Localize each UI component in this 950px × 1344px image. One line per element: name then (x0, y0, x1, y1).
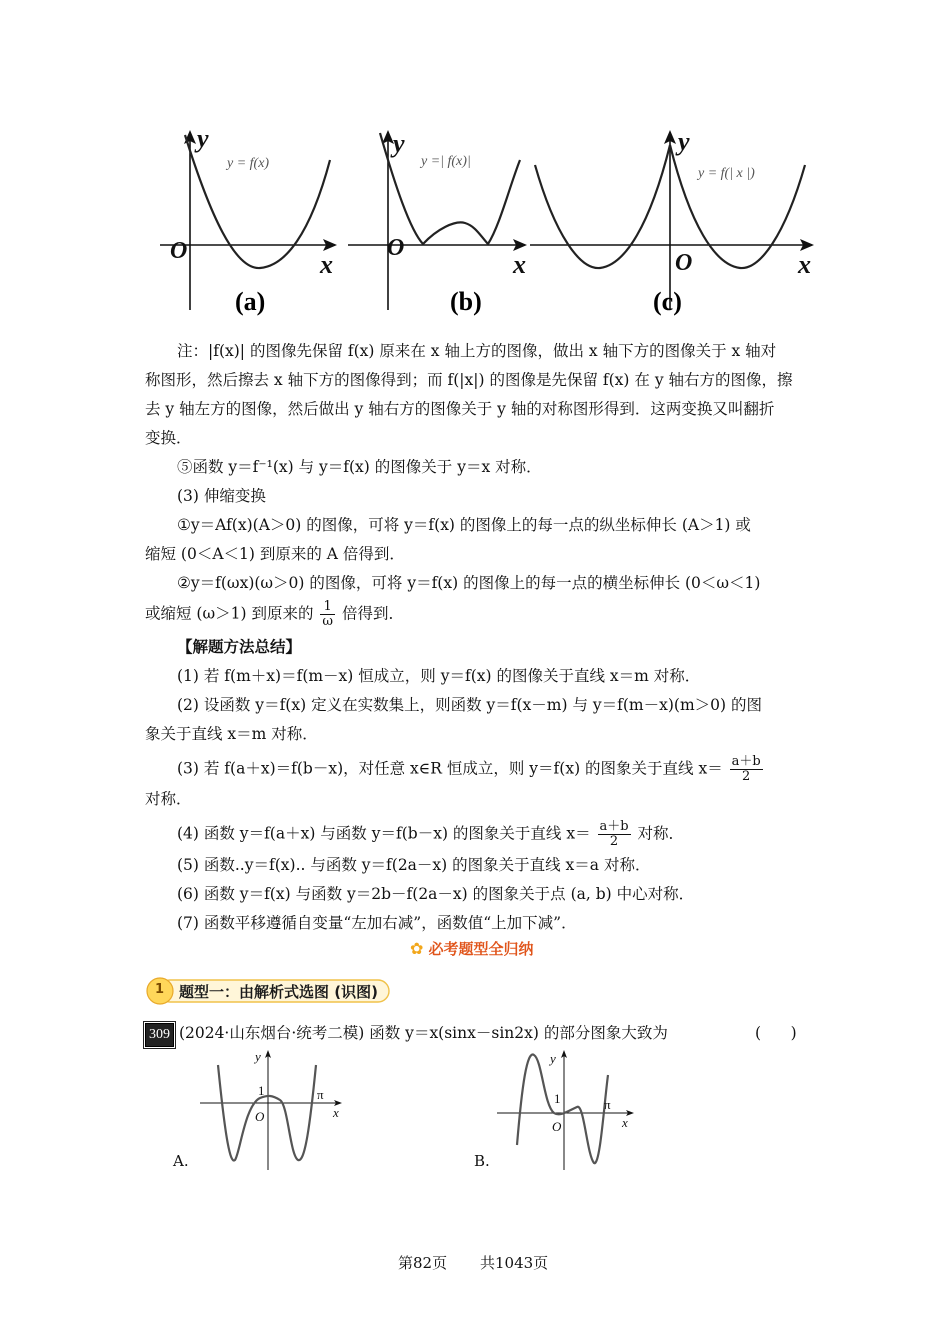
function-label: y = f(| x |) (698, 166, 755, 181)
summary-p5: (5) 函数..y＝f(x).. 与函数 y＝f(2a－x) 的图象关于直线 x＝a 对称． (177, 856, 651, 874)
figure-caption: (a) (235, 287, 266, 316)
note-line-2: 称图形，然后擦去 x 轴下方的图像得到；而 f(|x|) 的图像是先保留 f(x) 在 y 轴右方的图像，擦 (145, 371, 793, 389)
summary-p4 (177, 820, 810, 849)
figure-b (345, 125, 535, 320)
stretch-2-pre: 或缩短 (ω＞1) 到原来的 (145, 604, 314, 623)
fraction-numerator: 1 (320, 600, 335, 615)
footer-page: 第82页 (398, 1254, 448, 1272)
banner-text: 必考题型全归纳 (428, 940, 534, 958)
figure-a (155, 125, 345, 320)
question-type-heading (145, 976, 395, 1006)
heading-badge: 1 (155, 982, 165, 997)
summary-p2-line-2: 象关于直线 x＝m 对称． (145, 725, 318, 743)
summary-p4-post: 对称． (637, 824, 685, 843)
summary-p6: (6) 函数 y＝f(x) 与函数 y＝2b－f(2a－x) 的图象关于点 (a, b) 中心对称． (177, 885, 695, 903)
flower-icon: ✿ (410, 939, 424, 958)
y-axis-label: y (550, 1051, 556, 1066)
summary-p3-line-2: 对称． (145, 790, 192, 808)
origin-label: O (387, 235, 405, 261)
summary-title: 【解题方法总结】 (177, 637, 302, 656)
summary-p4-pre: (4) 函数 y＝f(a＋x) 与函数 y＝f(b－x) 的图象关于直线 x＝ (177, 824, 591, 843)
origin-label: O (675, 250, 693, 276)
y-axis-label: y (255, 1049, 261, 1064)
question-text: (2024·山东烟台·统考二模) 函数 y＝x(sinx－sin2x) 的部分图象大致为 (178, 1024, 668, 1042)
x-axis-label: x (513, 250, 526, 279)
fraction-numerator: a＋b (599, 819, 629, 834)
summary-p7: (7) 函数平移遵循自变量“左加右减”，函数值“上加下减”． (177, 914, 577, 932)
one-label: 1 (258, 1083, 265, 1098)
figure-c (530, 125, 820, 320)
x-axis-label: x (622, 1115, 628, 1130)
x-axis-label: x (333, 1105, 339, 1120)
fraction-denominator: 2 (742, 769, 751, 784)
fraction-a-plus-b (598, 820, 631, 849)
note-line-3: 去 y 轴左方的图像，然后做出 y 轴右方的图像关于 y 轴的对称图形得到．这两变换又叫翻折 (145, 400, 775, 418)
stretch-title: (3) 伸缩变换 (177, 487, 266, 505)
pi-label: π (604, 1097, 611, 1112)
summary-p3-pre: (3) 若 f(a＋x)＝f(b－x)，对任意 x∈R 恒成立，则 y＝f(x) 的图象关于直线 x＝ (177, 759, 723, 778)
y-axis-label: y (197, 125, 209, 153)
item-five: ⑤函数 y＝f⁻¹(x) 与 y＝f(x) 的图像关于 y＝x 对称． (177, 458, 542, 476)
footer-total: 共1043页 (480, 1254, 549, 1272)
stretch-2-post: 倍得到． (341, 604, 404, 623)
x-axis-label: x (320, 250, 333, 279)
figure-caption: (b) (450, 287, 482, 316)
stretch-1-line-1: ①y＝Af(x)(A＞0) 的图像，可将 y＝f(x) 的图像上的每一点的纵坐标伸长 (A＞1) 或 (177, 516, 751, 534)
option-a-graph (190, 1045, 350, 1175)
origin-label: O (170, 238, 188, 264)
option-b-label[interactable]: B. (474, 1152, 490, 1170)
y-axis-label: y (393, 129, 405, 158)
function-label: y = f(x) (227, 156, 270, 171)
question-line (145, 1022, 668, 1047)
summary-p3-line-1 (177, 755, 810, 784)
y-axis-label: y (678, 127, 690, 156)
pi-label: π (317, 1087, 324, 1102)
stretch-2-line-1: ②y＝f(ωx)(ω＞0) 的图像，可将 y＝f(x) 的图像上的每一点的横坐标伸长 (0＜ω＜1) (177, 574, 761, 592)
x-axis-label: x (798, 250, 811, 279)
origin-label: O (552, 1119, 562, 1134)
function-label: y =| f(x)| (421, 154, 471, 169)
stretch-1-line-2: 缩短 (0＜A＜1) 到原来的 A 倍得到． (145, 545, 405, 563)
answer-bracket: ( ) (755, 1024, 797, 1042)
fraction-a-plus-b (730, 755, 763, 784)
fraction-one-over-omega (320, 600, 335, 629)
note-line-1: 注：|f(x)| 的图像先保留 f(x) 原来在 x 轴上方的图像，做出 x 轴下方的图像关于 x 轴对 (177, 342, 777, 360)
question-number: 309 (145, 1023, 174, 1047)
section-banner (410, 938, 534, 959)
heading-title: 题型一：由解析式选图 (识图) (179, 983, 378, 1001)
figure-caption: (c) (653, 287, 682, 316)
summary-p1: (1) 若 f(m＋x)＝f(m－x) 恒成立，则 y＝f(x) 的图像关于直线 x＝m 对称． (177, 667, 701, 685)
option-a-label[interactable]: A. (173, 1152, 189, 1170)
option-b-graph (492, 1045, 652, 1175)
summary-p2-line-1: (2) 设函数 y＝f(x) 定义在实数集上，则函数 y＝f(x－m) 与 y＝f(m－x)(m＞0) 的图 (177, 696, 762, 714)
one-label: 1 (554, 1091, 561, 1106)
stretch-2-line-2 (145, 600, 810, 629)
origin-label: O (255, 1109, 265, 1124)
fraction-denominator: 2 (609, 834, 619, 849)
fraction-numerator: a＋b (731, 754, 761, 769)
fraction-denominator: ω (322, 614, 333, 629)
note-line-4: 变换． (145, 429, 192, 447)
